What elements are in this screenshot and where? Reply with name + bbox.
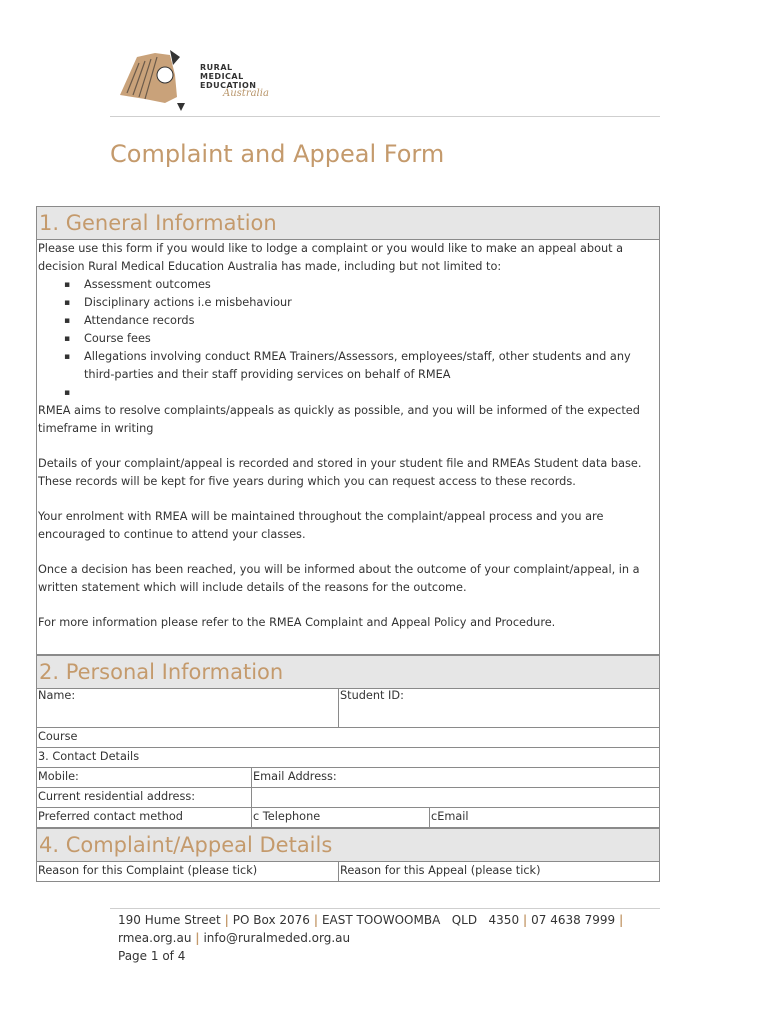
para-records: Details of your complaint/appeal is recorded and stored in your student file and RMEAs Student data base. These records will be kept for five years during which you can request access to these records. [38,457,642,488]
preferred-contact-row [36,808,660,828]
section-details-heading: 4. Complaint/Appeal Details [36,828,660,862]
rmea-logo-mark-icon [115,45,195,115]
contact-details-heading: 3. Contact Details [38,750,140,763]
footer-address: 190 Hume Street [118,913,221,927]
page-title: Complaint and Appeal Form [110,140,445,168]
footer-email-link[interactable]: info@ruralmeded.org.au [203,931,351,945]
bullet-list [38,276,658,402]
email-checkbox[interactable]: cEmail [431,810,469,823]
student-id-label: Student ID: [340,689,404,702]
list-item: ▪ Allegations involving conduct RMEA Trainers/Assessors, employees/staff, other students and any third-parties and their staff providing services on behalf of RMEA [64,348,658,384]
complaint-reason-label: Reason for this Complaint (please tick) [37,862,339,881]
list-item: ▪ Disciplinary actions i.e misbehaviour [64,294,658,312]
reason-row [36,862,660,882]
logo-script: Australia [223,88,269,99]
intro-text: Please use this form if you would like to lodge a complaint or you would like to make an appeal about a decision Rural Medical Education Australia has made, including but not limited to: [38,242,624,273]
complaint-form [36,206,660,882]
telephone-checkbox[interactable]: c Telephone [252,808,430,827]
address-label: Current residential address: [37,788,252,807]
logo-line-medical: MEDICAL [200,72,244,81]
list-item [64,384,658,402]
course-label: Course [38,730,78,743]
logo-text [200,63,256,90]
name-field[interactable] [37,689,339,727]
preferred-contact-label: Preferred contact method [37,808,252,827]
email-field[interactable] [252,768,659,787]
mobile-row [36,768,660,788]
footer-web-line [110,929,660,947]
footer-phone: 07 4638 7999 [531,913,616,927]
para-decision: Once a decision has been reached, you will be informed about the outcome of your complaint/appeal, in a written statement which will include details of the reasons for the outcome. [38,563,640,594]
para-timeframe: RMEA aims to resolve complaints/appeals as quickly as possible, and you will be informed of the expected timeframe in writing [38,404,640,435]
name-row [36,689,660,728]
student-id-field[interactable] [339,689,659,727]
list-item: ▪ Assessment outcomes [64,276,658,294]
logo-line-rural: RURAL [200,63,233,72]
address-row [36,788,660,808]
mobile-label: Mobile: [38,770,79,783]
course-row [36,728,660,748]
section-general-heading: 1. General Information [36,206,660,240]
footer-website-link[interactable]: rmea.org.au [118,931,192,945]
contact-heading-row [36,748,660,768]
section-general-body [36,240,660,655]
footer-separator: | [522,913,528,927]
footer-separator: | [224,913,229,927]
page-footer [110,908,660,965]
section-personal-heading: 2. Personal Information [36,655,660,689]
footer-po-box: PO Box 2076 [232,913,310,927]
logo-line-education: EDUCATION [200,81,257,90]
header-divider [110,116,660,117]
footer-separator: | [618,913,624,927]
para-more-info: For more information please refer to the RMEA Complaint and Appeal Policy and Procedure. [38,616,556,629]
para-enrolment: Your enrolment with RMEA will be maintained throughout the complaint/appeal process and you are encouraged to continue to attend your classes. [38,510,604,541]
name-label: Name: [38,689,76,702]
list-item: ▪ Attendance records [64,312,658,330]
footer-suburb: EAST TOOWOOMBA QLD 4350 [321,913,520,927]
page-number: Page 1 of 4 [118,949,186,963]
course-field[interactable] [37,728,659,747]
footer-contact-line [110,911,660,929]
email-label: Email Address: [253,770,337,783]
list-item: ▪ Course fees [64,330,658,348]
footer-separator: | [195,931,200,945]
footer-separator: | [313,913,319,927]
mobile-field[interactable] [37,768,252,787]
rmea-logo [115,45,275,115]
address-field[interactable] [252,788,659,807]
appeal-reason-label: Reason for this Appeal (please tick) [340,864,541,877]
